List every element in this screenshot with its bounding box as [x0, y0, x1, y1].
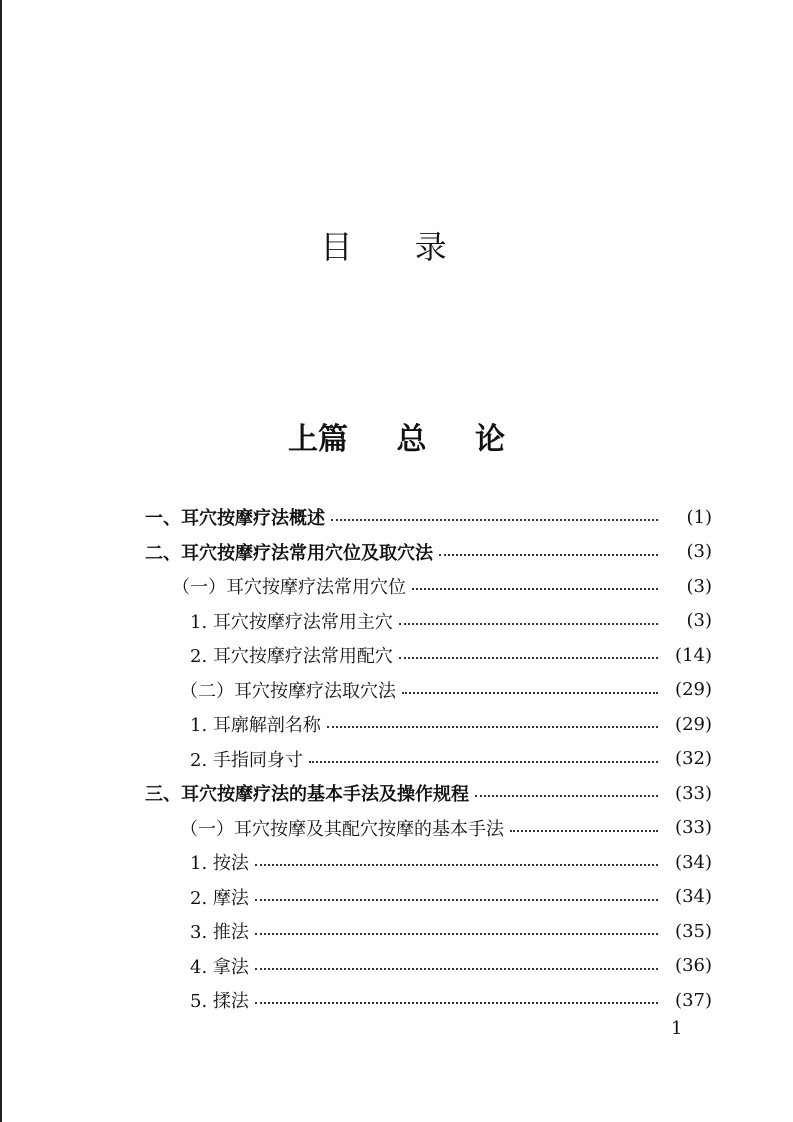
toc-entry — [180, 813, 712, 843]
page-edge — [0, 0, 2, 1122]
toc-entry-page: (36) — [675, 955, 712, 976]
toc-leader-dots — [255, 966, 658, 970]
toc-leader-dots — [327, 724, 658, 728]
toc-entry-label: 3. 推法 — [190, 922, 249, 943]
toc-entry-label: 1. 按法 — [190, 853, 249, 874]
toc-entry — [180, 675, 712, 705]
toc-entry-label: 2. 耳穴按摩疗法常用配穴 — [190, 646, 393, 667]
page-title: 目 录 — [320, 228, 473, 266]
section-name-1: 总 — [396, 422, 427, 457]
toc-entry-label: 4. 拿法 — [190, 956, 249, 978]
toc-entry-label: （二）耳穴按摩疗法取穴法 — [180, 680, 396, 702]
toc-entry — [190, 916, 712, 946]
toc-leader-dots — [475, 793, 658, 797]
toc-entry — [145, 502, 712, 532]
toc-leader-dots — [399, 621, 658, 625]
toc-entry-label: 2. 摩法 — [190, 887, 249, 909]
toc-leader-dots — [439, 552, 658, 556]
toc-entry — [190, 744, 712, 774]
toc-entry — [145, 778, 712, 808]
toc-entry — [190, 951, 712, 981]
toc-entry — [190, 709, 712, 739]
toc-entry-page: (32) — [675, 748, 712, 769]
toc-leader-dots — [255, 931, 658, 935]
toc-entry-page: (34) — [675, 851, 712, 873]
toc-entry-label: 5. 揉法 — [190, 991, 249, 1012]
toc-leader-dots — [255, 897, 658, 901]
section-name-2: 论 — [474, 422, 505, 457]
toc-entry-page: (29) — [675, 679, 712, 700]
toc-entry-page: (33) — [675, 782, 712, 804]
toc-leader-dots — [255, 862, 658, 866]
toc-leader-dots — [255, 1000, 658, 1004]
toc-entry-label: 1. 耳廓解剖名称 — [190, 715, 321, 736]
toc-entry-page: (33) — [675, 817, 712, 838]
toc-entry-page: (35) — [675, 920, 712, 942]
toc-entry — [190, 606, 712, 636]
toc-entry-page: (3) — [686, 541, 712, 562]
toc-entry-label: 2. 手指同身寸 — [190, 749, 303, 771]
toc-entry-page: (3) — [686, 575, 712, 597]
toc-entry-label: （一）耳穴按摩及其配穴按摩的基本手法 — [180, 818, 504, 840]
section-part: 上篇 — [288, 422, 349, 457]
toc-entry — [190, 882, 712, 912]
page-number: 1 — [671, 1018, 683, 1039]
toc-entry — [190, 847, 712, 877]
toc-leader-dots — [309, 759, 658, 763]
toc-entry — [145, 537, 712, 567]
toc-leader-dots — [510, 828, 658, 832]
toc-entry-label: （一）耳穴按摩疗法常用穴位 — [172, 577, 406, 598]
toc-entry — [190, 640, 712, 670]
toc-entry-page: (29) — [675, 713, 712, 735]
toc-entry-label: 1. 耳穴按摩疗法常用主穴 — [190, 611, 393, 633]
toc-entry — [172, 571, 712, 601]
toc-leader-dots — [412, 586, 658, 590]
toc-leader-dots — [402, 690, 658, 694]
toc-entry-label: 二、耳穴按摩疗法常用穴位及取穴法 — [145, 542, 433, 564]
toc-entry-page: (3) — [686, 610, 712, 631]
toc-leader-dots — [331, 517, 658, 521]
toc-entry-page: (1) — [686, 506, 712, 528]
section-heading — [0, 414, 793, 458]
toc-entry-label: 三、耳穴按摩疗法的基本手法及操作规程 — [145, 784, 469, 805]
toc-leader-dots — [399, 655, 658, 659]
toc-entry-label: 一、耳穴按摩疗法概述 — [145, 508, 325, 529]
toc-entry — [190, 985, 712, 1015]
toc-entry-page: (34) — [675, 886, 712, 907]
toc-entry-page: (37) — [675, 989, 712, 1011]
toc-entry-page: (14) — [675, 644, 712, 666]
